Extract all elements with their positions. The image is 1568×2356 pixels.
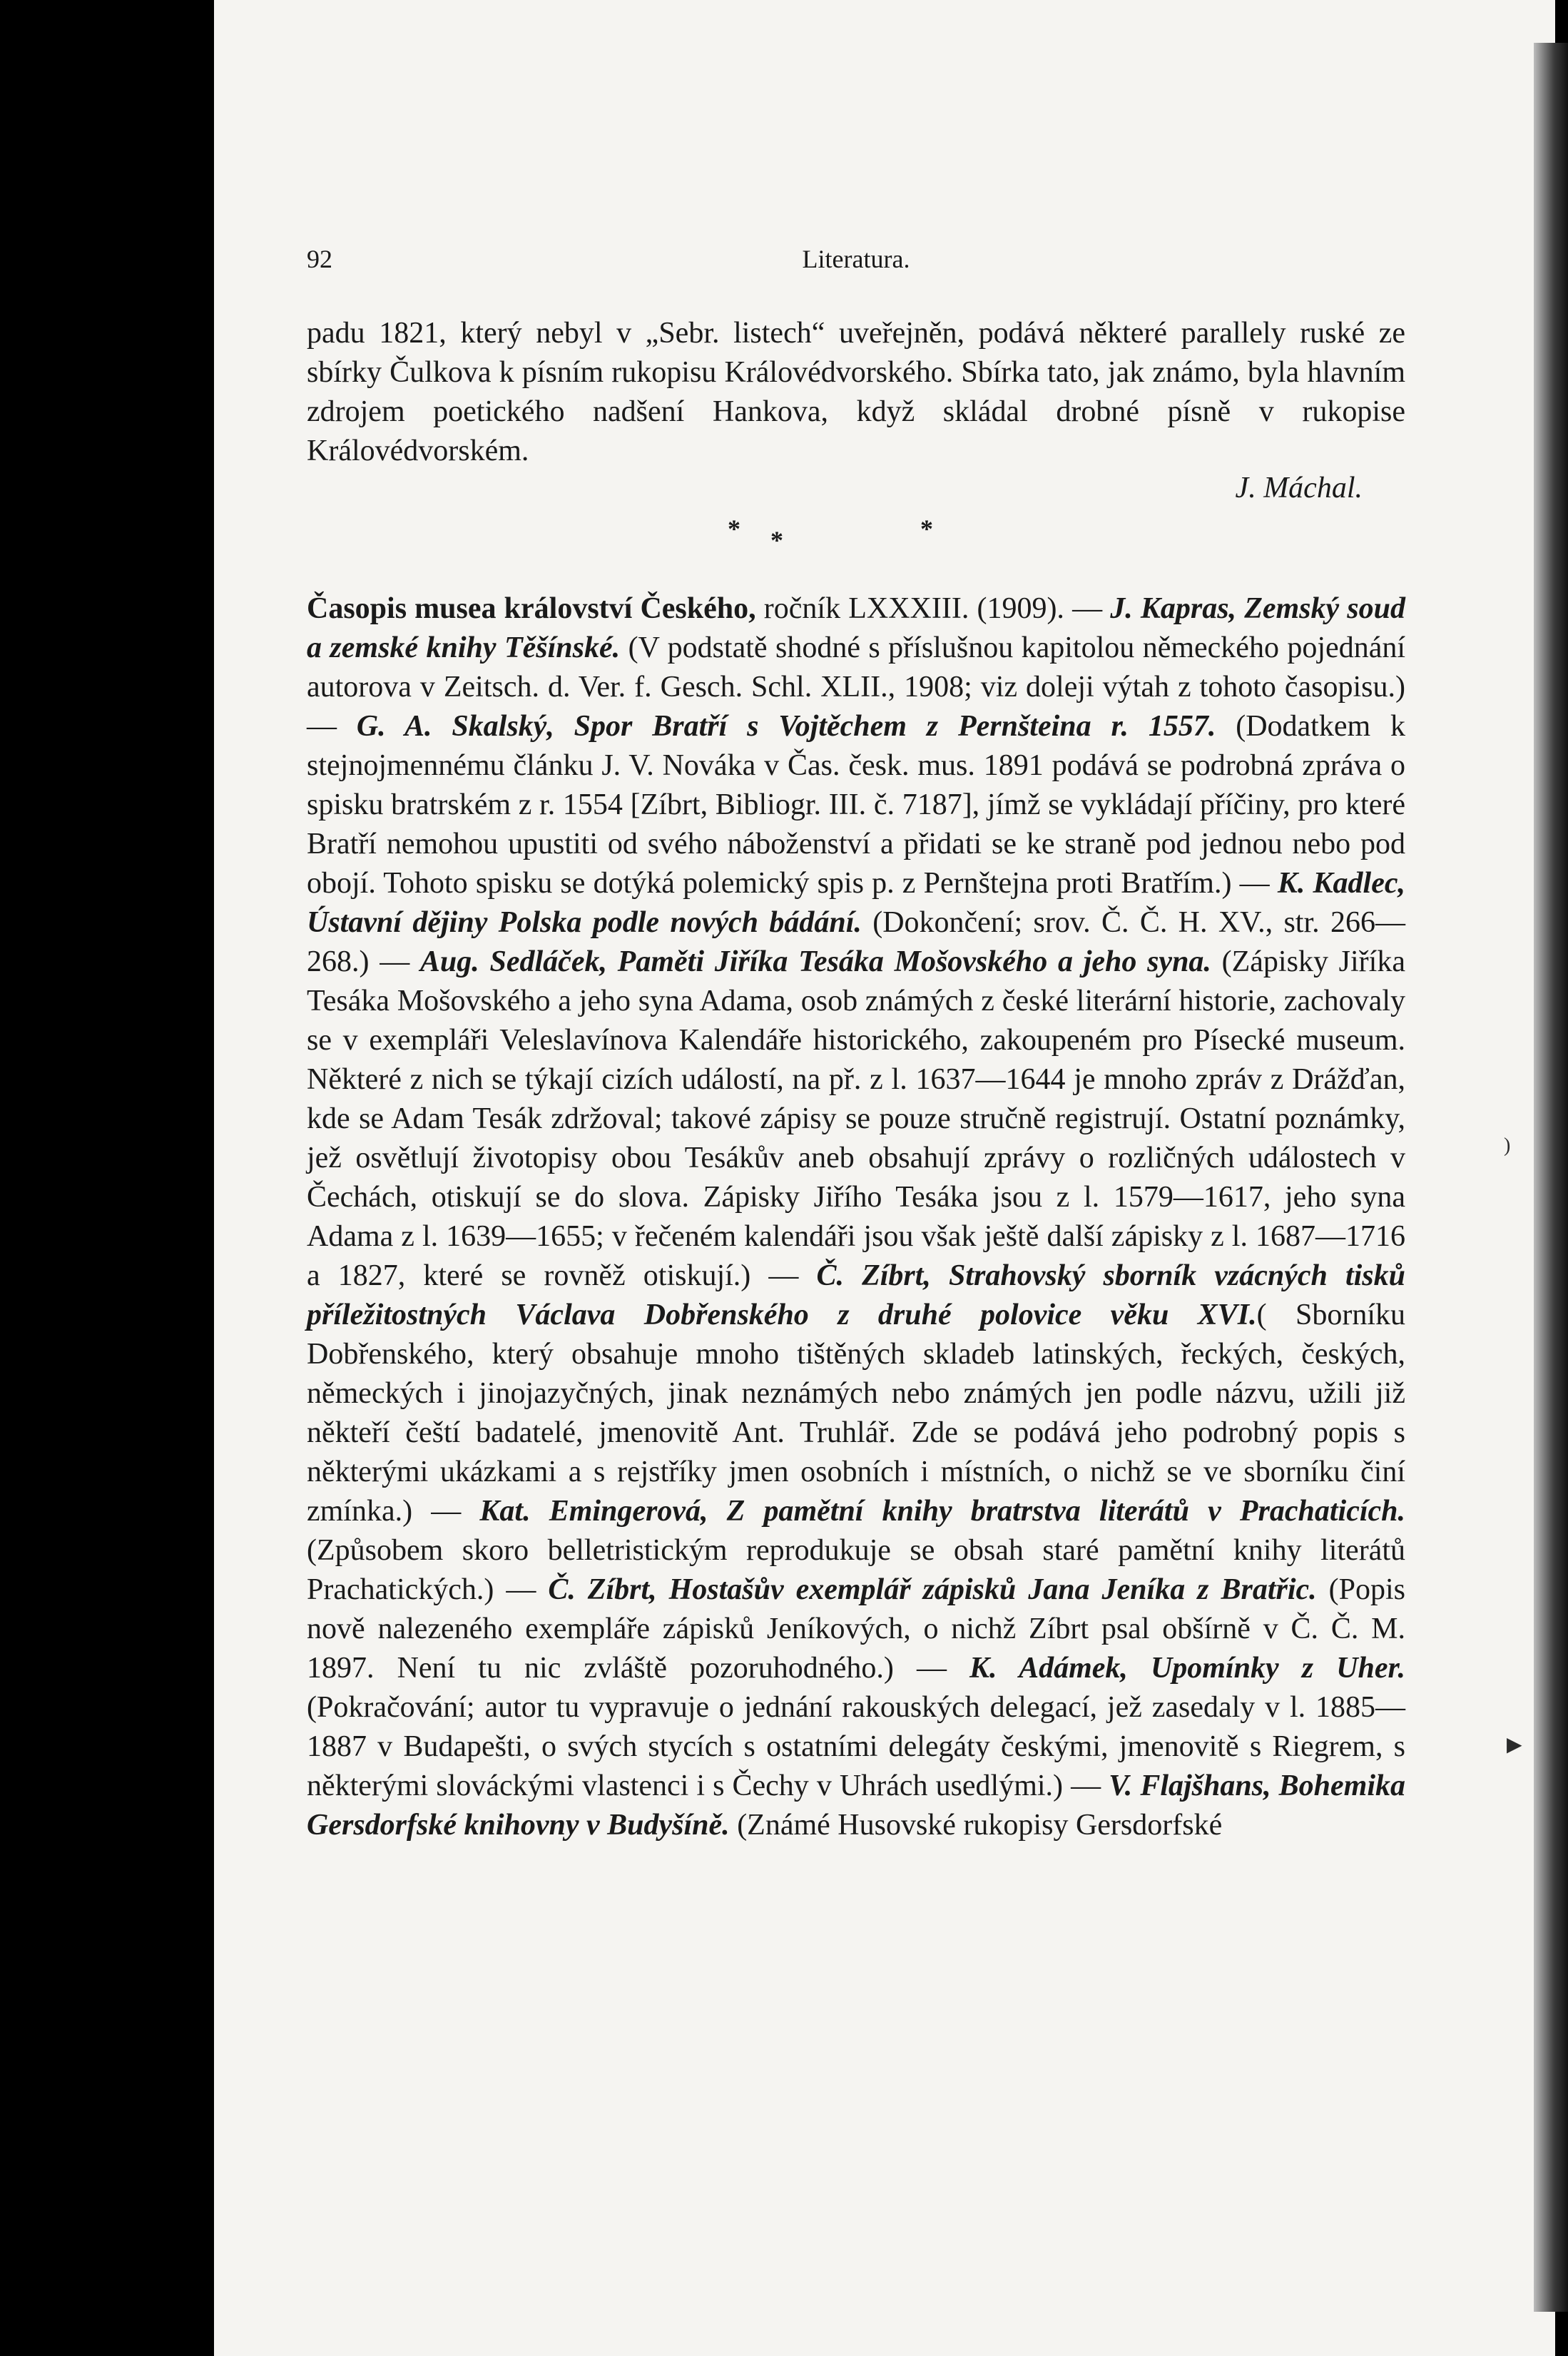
text-run: ( Sborníku Dobřenského, který obsahuje mnoho tištěných skladeb latinských, řeckých, českých, německých i jinojazyčných, jinak neznámých nebo známých jen podle názvu, užili již někteří čeští badatelé, jmenovitě Ant. Truhlář. Zde se podává jeho podrobný popis s některými ukázkami a s rejstříky jmen osobních i místních, o nichž se ve sborníku činí zmínka.) — xyxy=(307,1299,1405,1528)
margin-mark: ▶ xyxy=(1507,1734,1522,1756)
text-run: (Popis nově nalezeného exempláře zápisků Jeníkových, o nichž Zíbrt psal obšírně v Č. Č. M. 1897. Není tu nic zvláště pozoruhodného.) — xyxy=(307,1573,1405,1685)
asterism xyxy=(307,511,1405,554)
running-head xyxy=(307,244,1405,287)
asterisk-left: * xyxy=(728,514,740,543)
page-number: 92 xyxy=(307,245,332,273)
journal-title: Časopis musea království Českého, xyxy=(307,592,756,625)
reference-sedlacek: Aug. Sedláček, Paměti Jiříka Tesáka Mošovského a jeho syna. xyxy=(419,945,1211,978)
text-run: ročník LXXXIII. (1909). — xyxy=(755,592,1111,625)
reference-emingerova: Kat. Emingerová, Z pamětní knihy bratrstva literátů v Prachaticích. xyxy=(479,1495,1405,1528)
paragraph-2 xyxy=(307,589,1405,1845)
signature: J. Máchal. xyxy=(1235,472,1363,504)
reference-adamek: K. Adámek, Upomínky z Uher. xyxy=(969,1652,1405,1685)
reference-kapras: J. Kapras, Zemský soud a zemské knihy Těšínské. xyxy=(307,592,1405,664)
asterisk-right: * xyxy=(920,514,933,543)
text-run: (Pokračování; autor tu vypravuje o jednání rakouských delegací, jež zasedaly v l. 1885—1887 v Budapešti, o svých stycích s ostatními delegáty českými, jmenovitě s Riegrem, s některými slováckými vlastenci i s Čechy v Uhrách usedlými.) — xyxy=(307,1691,1405,1802)
reference-kadlec: K. Kadlec, Ústavní dějiny Polska podle nových bádání. xyxy=(307,867,1405,939)
section-title: Literatura. xyxy=(802,245,910,273)
text-run: (Známé Husovské rukopisy Gersdorfské xyxy=(729,1809,1223,1842)
asterisk-middle: * xyxy=(770,526,783,554)
text-run: (V podstatě shodné s příslušnou kapitolou německého pojednání autorova v Zeitsch. d. Ver. f. Gesch. Schl. XLII., 1908; viz doleji výtah z tohoto časopisu.) — xyxy=(307,631,1406,743)
text-run: (Dokončení; srov. Č. Č. H. XV., str. 266—268.) — xyxy=(307,906,1405,978)
margin-mark: ) xyxy=(1504,1134,1511,1157)
reference-skalsky: G. A. Skalský, Spor Bratří s Vojtěchem z Pernšteina r. 1557. xyxy=(356,710,1216,743)
reference-zibrt-hostas: Č. Zíbrt, Hostašův exemplář zápisků Jana Jeníka z Bratřic. xyxy=(548,1573,1317,1606)
text-run: (Způsobem skoro belletristickým reprodukuje se obsah staré pamětní knihy literátů Prachatických.) — xyxy=(307,1534,1405,1606)
reference-flajshans: V. Flajšhans, Bohemika Gersdorfské knihovny v Budyšíně. xyxy=(307,1769,1405,1842)
book-edge-shadow xyxy=(1534,43,1568,2312)
text-run: (Zápisky Jiříka Tesáka Mošovského a jeho syna Adama, osob známých z české literární historie, zachovaly se v exempláři Veleslavínova Kalendáře historického, zakoupeném pro Písecké museum. Některé z nich se týkají cizích událostí, na př. z l. 1637—1644 je mnoho zpráv z Drážďan, kde se Adam Tesák zdržoval; takové zápisy se pouze stručně registrují. Ostatní poznámky, jež osvětlují životopisy obou Tesákův aneb obsahují zprávy o rozličných událostech v Čechách, otiskují se do slova. Zápisky Jiřího Tesáka jsou z l. 1579—1617, jeho syna Adama z l. 1639—1655; v řečeném kalendáři jsou však ještě další zápisky z l. 1687—1716 a 1827, které se rovněž otiskují.) — xyxy=(307,945,1405,1292)
paragraph-1: padu 1821, který nebyl v „Sebr. listech“ uveřejněn, podává některé parallely ruské ze sbírky Čulkova k písním rukopisu Královédvorského. Sbírka tato, jak známo, byla hlavním zdrojem poetického nadšení Hankova, když skládal drobné písně v rukopise Královédvorském. xyxy=(307,317,1405,467)
reference-zibrt-strahov: Č. Zíbrt, Strahovský sborník vzácných tisků příležitostných Václava Dobřenského z druhé polovice věku XVI. xyxy=(307,1259,1406,1331)
text-run: (Dodatkem k stejnojmennému článku J. V. Nováka v Čas. česk. mus. 1891 podává se podrobná zpráva o spisku bratrském z r. 1554 [Zíbrt, Bibliogr. III. č. 7187], jímž se vykládají příčiny, pro které Bratří nemohou upustiti od svého náboženství a přidati se ke straně pod jednou nebo pod obojí. Tohoto spisku se dotýká polemický spis p. z Pernštejna proti Bratřím.) — xyxy=(307,710,1405,900)
